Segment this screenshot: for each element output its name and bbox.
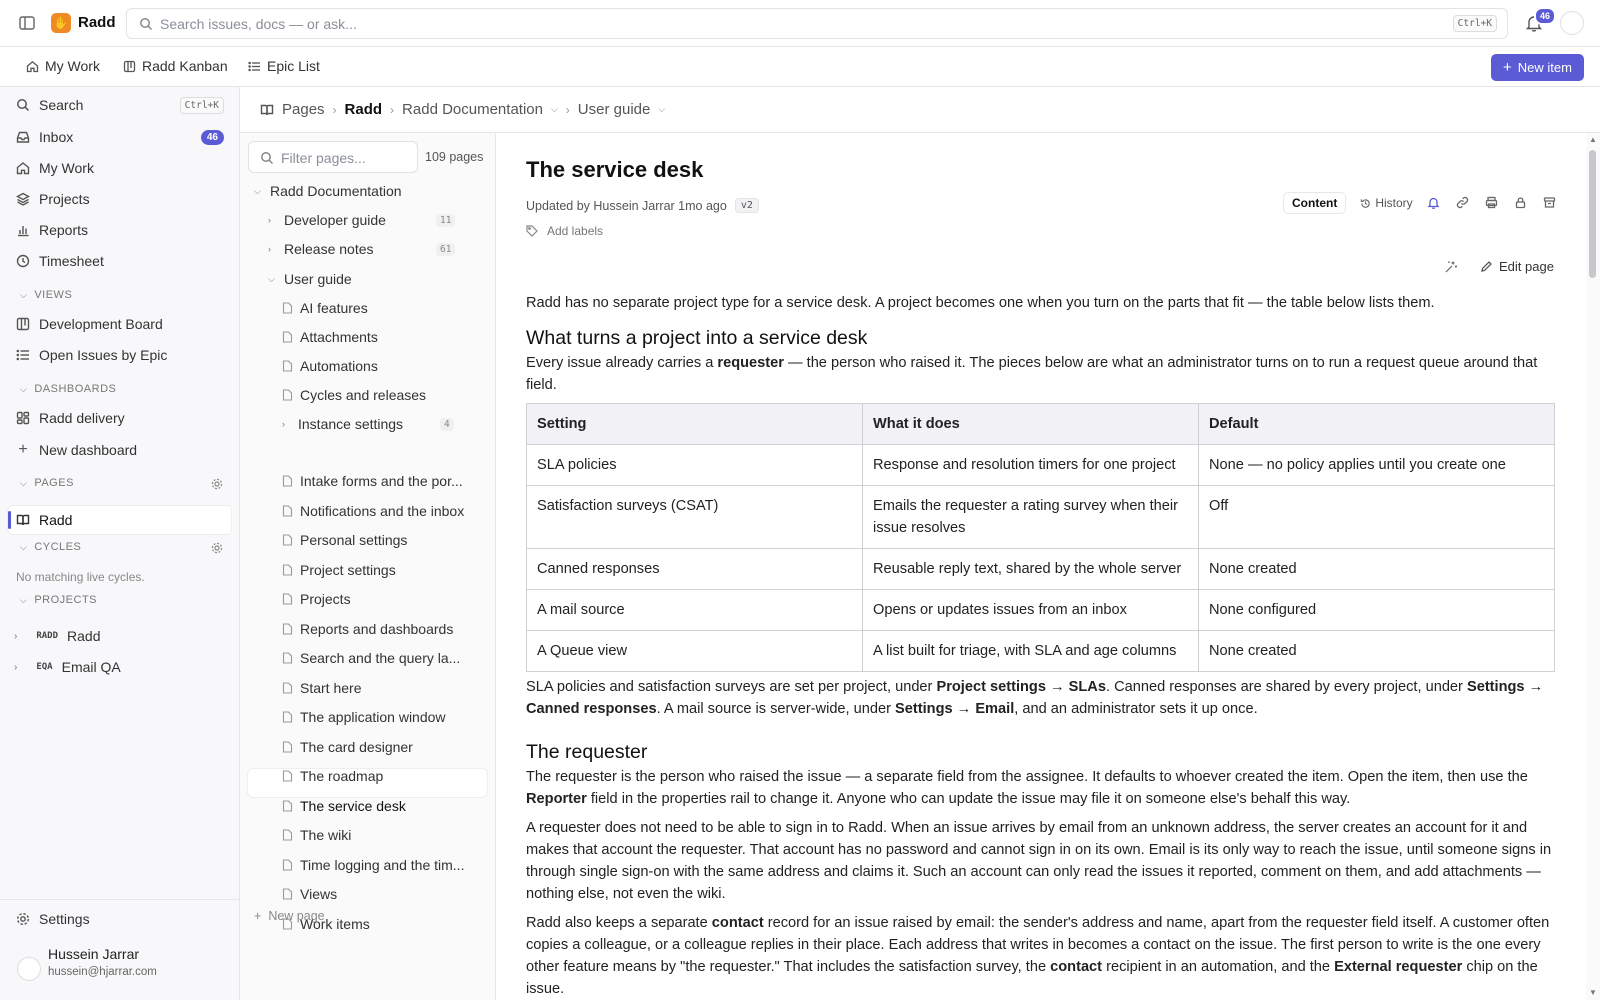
chevron-right-icon: › (332, 102, 337, 117)
dashboards-section-header[interactable] (20, 383, 116, 395)
search-icon (260, 151, 274, 165)
sidebar-item-label: Search (39, 97, 84, 113)
document-icon (282, 331, 293, 343)
gear-icon[interactable] (211, 478, 223, 490)
tree-item-page[interactable] (282, 680, 361, 696)
book-icon (260, 103, 274, 117)
edit-page-label: Edit page (1499, 259, 1554, 274)
pages-section-header[interactable] (20, 477, 220, 489)
tree-item-label: The service desk (300, 797, 406, 814)
app-name[interactable]: Radd (78, 14, 116, 31)
chevron-down-icon[interactable]: ⌵ (658, 104, 666, 114)
bold-text: contact (711, 915, 764, 931)
sidebar (0, 87, 240, 1000)
section-label: CYCLES (34, 541, 82, 553)
chevron-down-icon: ⌵ (268, 273, 275, 284)
tab-label: Radd Kanban (142, 58, 228, 74)
sidebar-item-label: New dashboard (39, 442, 138, 458)
sidebar-item-my-work[interactable] (16, 160, 94, 176)
search-icon (139, 17, 153, 31)
tab-my-work[interactable] (26, 58, 100, 74)
gear-icon[interactable] (211, 542, 223, 554)
scroll-down-arrow[interactable]: ▼ (1589, 988, 1597, 997)
tree-item-label: Radd Documentation (270, 183, 402, 199)
projects-section-header[interactable] (20, 594, 97, 606)
bar-chart-icon (16, 223, 30, 237)
table-row (527, 549, 1555, 590)
tree-item-label: Intake forms and the por... (300, 473, 463, 489)
board-icon (123, 60, 136, 73)
inbox-icon (16, 130, 30, 144)
paragraph (526, 912, 1554, 1000)
document-icon (282, 302, 293, 314)
top-bar (0, 0, 1600, 47)
project-key: RADD (36, 631, 59, 641)
page-tree (240, 133, 496, 1000)
table-cell: None created (1199, 631, 1555, 672)
sidebar-item-label: My Work (39, 160, 94, 176)
table-cell: Off (1199, 486, 1555, 549)
table-cell: Satisfaction surveys (CSAT) (527, 486, 863, 549)
notification-count-badge: 46 (1534, 7, 1556, 25)
table-cell: A list built for triage, with SLA and age columns (863, 631, 1199, 672)
document-icon (282, 888, 293, 900)
project-name: Radd (67, 628, 101, 644)
breadcrumb (240, 87, 1600, 133)
intro-paragraph: Radd has no separate project type for a service desk. A project becomes one when you turn on the parts that fit — the table below lists them. (526, 295, 1435, 311)
section-label: VIEWS (34, 289, 73, 301)
views-section-header[interactable] (20, 289, 72, 301)
text: . Canned responses are shared by every project, under (1105, 679, 1467, 695)
tree-item-page[interactable] (282, 709, 446, 725)
sidebar-item-development-board[interactable] (16, 316, 163, 332)
tree-item-label: AI features (300, 300, 368, 316)
print-icon[interactable] (1485, 196, 1498, 209)
settings-table (526, 403, 1555, 672)
column-header: Setting (527, 404, 863, 445)
table-row (527, 590, 1555, 631)
tree-item-page[interactable] (282, 857, 464, 873)
chevron-right-icon: › (282, 419, 285, 429)
view-toggle (1283, 192, 1421, 214)
global-search-input[interactable] (126, 8, 1508, 39)
sidebar-item-label: Timesheet (39, 253, 104, 269)
document-icon (282, 505, 293, 517)
tree-item-label: Automations (300, 358, 378, 374)
table-row (527, 631, 1555, 672)
user-name: Hussein Jarrar (48, 946, 140, 962)
child-count-badge: 61 (436, 243, 455, 256)
sidebar-item-label: Open Issues by Epic (39, 347, 168, 363)
new-page-label: New page (268, 909, 325, 923)
document-icon (282, 389, 293, 401)
search-shortcut: Ctrl+K (1453, 15, 1497, 32)
tab-history[interactable] (1352, 192, 1420, 214)
new-item-button[interactable] (1491, 54, 1584, 81)
tree-item-page[interactable] (282, 768, 383, 784)
plus-icon: + (18, 441, 28, 458)
sidebar-item-open-issues-by-epic[interactable] (16, 347, 167, 363)
gear-icon (16, 912, 30, 926)
sidebar-item-settings[interactable] (16, 911, 90, 927)
section-heading: What turns a project into a service desk (526, 327, 868, 349)
list-icon (16, 348, 30, 362)
scrollbar-thumb[interactable] (1589, 150, 1596, 278)
version-badge[interactable]: v2 (735, 198, 759, 213)
dashboard-icon (16, 411, 30, 425)
sidebar-toggle-icon[interactable] (18, 14, 36, 32)
tab-epic-list[interactable] (248, 58, 320, 74)
document-icon (282, 564, 293, 576)
tab-content[interactable]: Content (1283, 192, 1346, 214)
table-cell: Canned responses (527, 549, 863, 590)
document-icon (282, 829, 293, 841)
edit-page-button[interactable] (1480, 259, 1554, 274)
table-cell: Reusable reply text, shared by the whole server (863, 549, 1199, 590)
table-header-row (527, 404, 1555, 445)
tree-item-page[interactable] (282, 562, 396, 578)
tree-item-label: Attachments (300, 329, 378, 345)
tree-item-page[interactable] (282, 358, 378, 374)
tree-item-radd-documentation[interactable] (254, 183, 402, 199)
chevron-right-icon: › (14, 661, 18, 673)
table-cell: Opens or updates issues from an inbox (863, 590, 1199, 631)
plus-icon: + (254, 909, 262, 923)
page-tools (1427, 196, 1556, 209)
sidebar-item-inbox[interactable] (16, 129, 224, 145)
text: . A mail source is server-wide, under (656, 701, 896, 717)
document-icon (282, 859, 293, 871)
tree-item-label: Personal settings (300, 532, 408, 548)
tree-item-label: The application window (300, 709, 446, 725)
sidebar-item-label: Radd delivery (39, 410, 125, 426)
breadcrumb-space[interactable]: Radd (344, 101, 383, 118)
bold-text: Settings → Email (895, 701, 1015, 717)
tree-item-label: Work items (300, 915, 370, 932)
sidebar-project-radd[interactable] (14, 628, 101, 644)
bold-text: Project settings → SLAs (936, 679, 1106, 695)
tree-item-label: Time logging and the tim... (300, 856, 465, 873)
edit-toolbar (1444, 259, 1554, 274)
home-icon (26, 60, 39, 73)
tree-item-label: Projects (300, 591, 351, 607)
tree-item-page[interactable] (282, 621, 453, 637)
document-icon (282, 475, 293, 487)
page-body (526, 292, 1554, 1000)
tree-item-page[interactable] (282, 387, 426, 403)
document-icon (282, 534, 293, 546)
tab-bar (0, 47, 1600, 87)
breadcrumb-pages[interactable]: Pages (282, 101, 325, 118)
project-key: EQA (36, 662, 53, 672)
search-placeholder: Search issues, docs — or ask... (160, 16, 357, 32)
sparkle-icon[interactable] (1444, 260, 1458, 274)
tree-item-label: The wiki (300, 827, 352, 843)
sidebar-item-label: Inbox (39, 129, 74, 145)
bold-text: External requester (1334, 959, 1463, 975)
new-page-button[interactable] (254, 909, 325, 923)
sidebar-item-label: Reports (39, 222, 89, 238)
document-icon (282, 360, 293, 372)
tree-item-page[interactable] (282, 650, 460, 666)
chevron-down-icon: ⌵ (20, 383, 28, 394)
document-icon (282, 652, 293, 664)
bold-text: Reporter (526, 791, 587, 807)
sidebar-footer (0, 899, 240, 1000)
text: Every issue already carries a (526, 355, 718, 371)
tree-item-user-guide[interactable] (268, 271, 352, 287)
clock-icon (16, 254, 30, 268)
page-meta (526, 198, 759, 213)
cycles-section-header[interactable] (20, 541, 81, 553)
search-icon (16, 98, 30, 112)
tree-item-label: Instance settings (298, 416, 404, 432)
bell-icon[interactable] (1427, 196, 1440, 209)
board-icon (16, 317, 30, 331)
tree-item-label: Start here (300, 679, 362, 696)
child-count-badge: 4 (440, 418, 454, 431)
chevron-down-icon: ⌵ (20, 594, 28, 605)
tab-label: My Work (45, 58, 100, 74)
section-heading: The requester (526, 741, 648, 763)
tree-item-page[interactable] (282, 798, 406, 814)
filter-pages-input[interactable] (248, 141, 418, 173)
tree-item-release-notes[interactable] (268, 241, 374, 257)
table-row (527, 445, 1555, 486)
text: recipient in an automation, and the (1102, 959, 1335, 975)
sidebar-item-reports[interactable] (16, 222, 88, 238)
sidebar-item-label: Radd (39, 512, 73, 528)
tree-item-page[interactable] (282, 473, 463, 489)
chevron-down-icon[interactable]: ⌵ (550, 104, 558, 114)
tree-item-label: Reports and dashboards (300, 620, 454, 637)
section-label: PROJECTS (34, 594, 98, 606)
project-name: Email QA (61, 659, 121, 675)
pencil-icon (1480, 260, 1493, 273)
sidebar-item-label: Development Board (39, 316, 163, 332)
tree-item-label: Project settings (300, 561, 396, 578)
scroll-up-arrow[interactable]: ▲ (1589, 135, 1597, 144)
tab-label: History (1375, 196, 1413, 210)
table-cell: A mail source (527, 590, 863, 631)
paragraph (526, 766, 1554, 810)
tree-item-page[interactable] (282, 591, 351, 607)
add-labels-label: Add labels (547, 224, 604, 238)
text: The requester is the person who raised the issue — a separate field from the assignee. It defaults to whoever created the item. Open the item, then use the (526, 769, 1528, 785)
tree-item-label: The roadmap (300, 768, 384, 784)
chevron-down-icon: ⌵ (254, 185, 261, 196)
text: Radd also keeps a separate (526, 915, 712, 931)
bold-text: requester (717, 355, 784, 371)
lock-icon[interactable] (1514, 196, 1527, 209)
home-icon (16, 161, 30, 175)
tab-label: Epic List (267, 58, 320, 74)
chevron-right-icon: › (390, 102, 395, 117)
bold-text: Settings → Canned responses (526, 679, 1544, 717)
user-avatar[interactable] (17, 957, 41, 981)
sidebar-item-label: Projects (39, 191, 90, 207)
tree-item-page[interactable] (282, 503, 464, 519)
table-cell: SLA policies (527, 445, 863, 486)
plus-icon: + (1503, 59, 1512, 76)
inbox-count-badge: 46 (201, 130, 224, 145)
table-row (527, 486, 1555, 549)
text: record for an issue raised by email: the sender's address and name, apart from the requester field itself. A customer often copies a colleague, or a colleague replies in their place. Each address that writes in becomes a contact on the issue. The first person to write is the one every other feature means by "the requester." That includes the satisfaction survey, the (526, 915, 1550, 975)
table-cell: Emails the requester a rating survey when their issue resolves (863, 486, 1199, 549)
archive-icon[interactable] (1543, 196, 1556, 209)
paragraph (526, 352, 1554, 396)
tree-item-developer-guide[interactable] (268, 212, 386, 228)
paragraph: A requester does not need to be able to sign in to Radd. When an issue arrives by email from an unknown address, the server creates an account for it and makes that account the requester. That account has no password and cannot sign in on its own. Email is its only way to reach the issue, until someone signs in through single sign-on with the same address and claims it. Such an account can only read the issues it reported, comment on them, and add attachments — nothing else, not even the wiki. (526, 820, 1552, 902)
tree-item-label: User guide (284, 271, 352, 287)
chevron-right-icon: › (14, 630, 18, 642)
document-icon (282, 770, 293, 782)
scrollbar[interactable] (1586, 133, 1600, 1000)
active-indicator (8, 511, 11, 529)
filter-placeholder: Filter pages... (281, 150, 366, 166)
paragraph (526, 676, 1554, 720)
breadcrumb-section[interactable]: User guide (577, 101, 651, 118)
tree-item-page[interactable] (282, 827, 351, 843)
document-view (497, 133, 1584, 1000)
text: , and an administrator sets it up once. (1014, 701, 1258, 717)
document-icon (282, 623, 293, 635)
document-icon (282, 800, 293, 812)
sidebar-item-radd-label[interactable] (16, 512, 72, 528)
tree-item-page[interactable] (282, 739, 413, 755)
breadcrumb-doc[interactable]: Radd Documentation (402, 101, 543, 118)
search-shortcut: Ctrl+K (180, 97, 224, 114)
table-cell: None configured (1199, 590, 1555, 631)
tree-item-label: Search and the query la... (300, 650, 461, 666)
document-icon (282, 711, 293, 723)
tab-radd-kanban[interactable] (123, 58, 228, 74)
chevron-down-icon: ⌵ (20, 289, 28, 300)
layers-icon (16, 192, 30, 206)
section-label: PAGES (34, 477, 74, 489)
tree-item-label: The card designer (300, 738, 413, 755)
page-count: 109 pages (425, 150, 484, 164)
user-avatar[interactable] (1560, 11, 1584, 35)
updated-by: Updated by Hussein Jarrar 1mo ago (526, 198, 727, 213)
text: SLA policies and satisfaction surveys are set per project, under (526, 679, 937, 695)
book-icon (16, 513, 30, 527)
tag-icon (526, 225, 538, 237)
tree-item-page[interactable] (282, 300, 368, 316)
text: chip on the issue. (526, 959, 1538, 997)
tree-item-label: Views (300, 886, 338, 902)
sidebar-project-email-qa[interactable] (14, 659, 121, 675)
text: — the person who raised it. The pieces below are what an administrator turns on to run a request queue around that field. (526, 355, 1538, 393)
table-cell: A Queue view (527, 631, 863, 672)
child-count-badge: 11 (436, 214, 455, 227)
document-icon (282, 593, 293, 605)
add-labels-button[interactable] (526, 224, 603, 238)
tree-item-page[interactable] (282, 532, 407, 548)
chevron-down-icon: ⌵ (20, 541, 28, 552)
chevron-right-icon: › (565, 102, 570, 117)
chevron-down-icon: ⌵ (20, 477, 28, 488)
history-icon (1360, 198, 1371, 209)
section-label: DASHBOARDS (34, 383, 117, 395)
tree-item-page[interactable] (282, 329, 378, 345)
link-icon[interactable] (1456, 196, 1469, 209)
notifications-button[interactable] (1525, 11, 1551, 32)
column-header: Default (1199, 404, 1555, 445)
chevron-right-icon: › (268, 215, 271, 225)
sidebar-item-label: Settings (39, 911, 90, 927)
tree-item-label: Cycles and releases (300, 387, 427, 403)
tree-item-label: Notifications and the inbox (300, 502, 465, 519)
user-email: hussein@hjarrar.com (48, 966, 157, 978)
list-icon (248, 60, 261, 73)
sidebar-item-radd-delivery[interactable] (16, 410, 125, 426)
tree-item-label: Release notes (284, 241, 374, 257)
table-cell: None created (1199, 549, 1555, 590)
tree-item-label: Developer guide (284, 212, 386, 228)
page-title: The service desk (526, 157, 704, 182)
bold-text: contact (1050, 959, 1103, 975)
cycles-empty-text: No matching live cycles. (16, 570, 145, 584)
sidebar-item-timesheet[interactable] (16, 253, 104, 269)
sidebar-item-projects[interactable] (16, 191, 90, 207)
column-header: What it does (863, 404, 1199, 445)
table-cell: Response and resolution timers for one project (863, 445, 1199, 486)
sidebar-item-search[interactable] (16, 97, 224, 113)
document-icon (282, 682, 293, 694)
chevron-right-icon: › (268, 244, 271, 254)
tree-item-page[interactable] (282, 886, 337, 902)
table-cell: None — no policy applies until you create one (1199, 445, 1555, 486)
document-icon (282, 741, 293, 753)
new-dashboard-button[interactable] (16, 441, 137, 459)
app-logo[interactable]: ✋ (51, 13, 71, 33)
new-item-label: New item (1517, 60, 1572, 75)
tree-item-instance-settings[interactable] (282, 416, 403, 432)
text: field in the properties rail to change it. Anyone who can update the issue may file it on someone else's behalf this way. (586, 791, 1351, 807)
